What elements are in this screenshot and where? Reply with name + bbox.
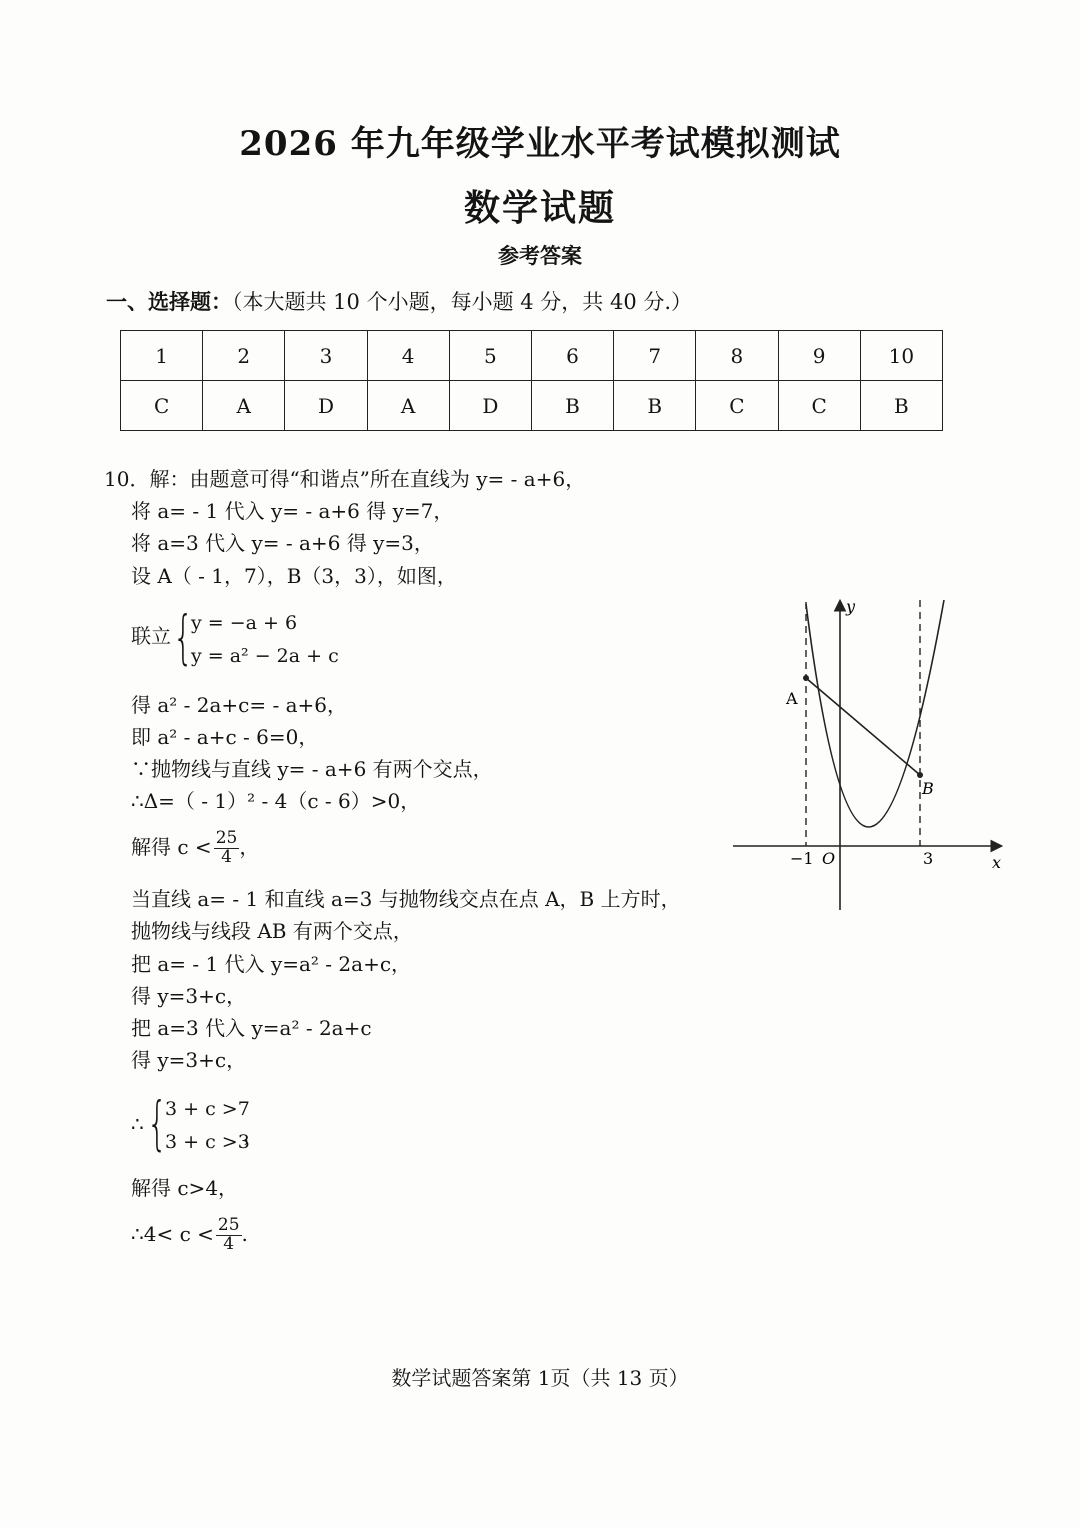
line-17-prefix: ∴4< c < bbox=[131, 1221, 214, 1246]
point-A bbox=[803, 675, 809, 681]
answer-row bbox=[121, 381, 943, 431]
system-1-brace: { bbox=[173, 603, 194, 671]
x-axis-label: x bbox=[992, 853, 1002, 872]
solution-line-6: 即 a² - a+c - 6=0， bbox=[131, 725, 319, 749]
point-B bbox=[917, 772, 923, 778]
solution-line-3: 将 a=3 代入 y= - a+6 得 y=3， bbox=[131, 531, 434, 555]
fraction-25-over-4 bbox=[216, 1217, 242, 1254]
answer-table bbox=[120, 330, 943, 431]
question-number-row bbox=[121, 331, 943, 381]
question-number: 1 bbox=[121, 331, 203, 381]
exam-title: 2026 年九年级学业水平考试模拟测试 bbox=[239, 124, 841, 164]
solution-line-4: 设 A（ - 1，7），B（3，3），如图， bbox=[131, 564, 457, 588]
fraction-denominator: 4 bbox=[221, 846, 232, 867]
solution-line-8: ∴Δ=（ - 1）² - 4（c - 6）>0， bbox=[131, 789, 421, 813]
equation-system-1 bbox=[131, 603, 351, 671]
line-9-prefix: 解得 c < bbox=[131, 834, 212, 859]
fraction-numerator: 25 bbox=[215, 828, 238, 848]
inequality-system-2 bbox=[131, 1089, 311, 1157]
solution-line-7: ∵抛物线与直线 y= - a+6 有两个交点， bbox=[131, 757, 493, 781]
question-number: 9 bbox=[778, 331, 860, 381]
solution-line-17 bbox=[131, 1217, 248, 1254]
solution-line-2: 将 a= - 1 代入 y= - a+6 得 y=7， bbox=[131, 499, 454, 523]
question-number: 10 bbox=[860, 331, 942, 381]
answer-cell: A bbox=[203, 381, 285, 431]
line-17-suffix: . bbox=[241, 1221, 248, 1246]
solution-line-11: 抛物线与线段 AB 有两个交点， bbox=[131, 919, 413, 943]
question-number: 4 bbox=[367, 331, 449, 381]
question-number: 5 bbox=[449, 331, 531, 381]
question-number: 2 bbox=[203, 331, 285, 381]
fraction-25-over-4 bbox=[214, 830, 240, 867]
question-number: 6 bbox=[531, 331, 613, 381]
answer-cell: C bbox=[778, 381, 860, 431]
tick-label-3: 3 bbox=[923, 849, 934, 868]
solution-line-14: 把 a=3 代入 y=a² - 2a+c bbox=[131, 1016, 372, 1040]
question-number: 7 bbox=[614, 331, 696, 381]
system-2-label: ∴ bbox=[131, 1112, 144, 1136]
section-label: 一、选择题： bbox=[106, 289, 232, 314]
subject-title: 数学试题 bbox=[463, 187, 616, 229]
system-2-suffix: ， bbox=[243, 1124, 263, 1146]
origin-label: O bbox=[822, 849, 836, 868]
tick-label-neg1: −1 bbox=[790, 849, 814, 868]
parabola-graph bbox=[728, 592, 1018, 917]
solution-line-16: 解得 c>4， bbox=[131, 1176, 239, 1200]
page-footer: 数学试题答案第 1页（共 13 页） bbox=[391, 1366, 689, 1390]
question-number: 3 bbox=[285, 331, 367, 381]
section-note: （本大题共 10 个小题，每小题 4 分，共 40 分.） bbox=[232, 290, 693, 314]
solution-line-10: 当直线 a= - 1 和直线 a=3 与抛物线交点在点 A，B 上方时， bbox=[131, 887, 681, 911]
segment-AB bbox=[806, 678, 920, 775]
y-axis-label: y bbox=[846, 597, 856, 616]
fraction-numerator: 25 bbox=[217, 1215, 240, 1235]
system-2-row-2: 3 + c >3 bbox=[165, 1131, 250, 1153]
fraction-denominator: 4 bbox=[223, 1233, 235, 1254]
answer-cell: B bbox=[860, 381, 942, 431]
solution-line-9 bbox=[131, 830, 259, 867]
solution-line-13: 得 y=3+c， bbox=[131, 984, 247, 1008]
question-number: 8 bbox=[696, 331, 778, 381]
system-1-label: 联立 bbox=[131, 624, 171, 648]
answer-cell: B bbox=[614, 381, 696, 431]
line-9-suffix: ， bbox=[239, 834, 260, 859]
system-2-brace: { bbox=[147, 1089, 168, 1157]
answer-cell: B bbox=[531, 381, 613, 431]
system-2-row-1: 3 + c >7 bbox=[165, 1098, 250, 1120]
solution-line-1: 10．解：由题意可得“和谐点”所在直线为 y= - a+6， bbox=[104, 467, 586, 491]
solution-line-5: 得 a² - 2a+c= - a+6， bbox=[131, 693, 348, 717]
section-heading bbox=[106, 286, 692, 316]
solution-line-12: 把 a= - 1 代入 y=a² - 2a+c， bbox=[131, 952, 412, 976]
answer-cell: C bbox=[696, 381, 778, 431]
system-1-row-2: y = a² − 2a + c bbox=[191, 645, 339, 667]
answer-key-subtitle: 参考答案 bbox=[498, 243, 582, 268]
answer-cell: D bbox=[449, 381, 531, 431]
solution-line-15: 得 y=3+c， bbox=[131, 1048, 247, 1072]
point-A-label: A bbox=[786, 689, 798, 708]
system-1-row-1: y = −a + 6 bbox=[191, 612, 298, 634]
answer-cell: C bbox=[121, 381, 203, 431]
answer-cell: A bbox=[367, 381, 449, 431]
answer-cell: D bbox=[285, 381, 367, 431]
point-B-label: B bbox=[922, 779, 934, 798]
